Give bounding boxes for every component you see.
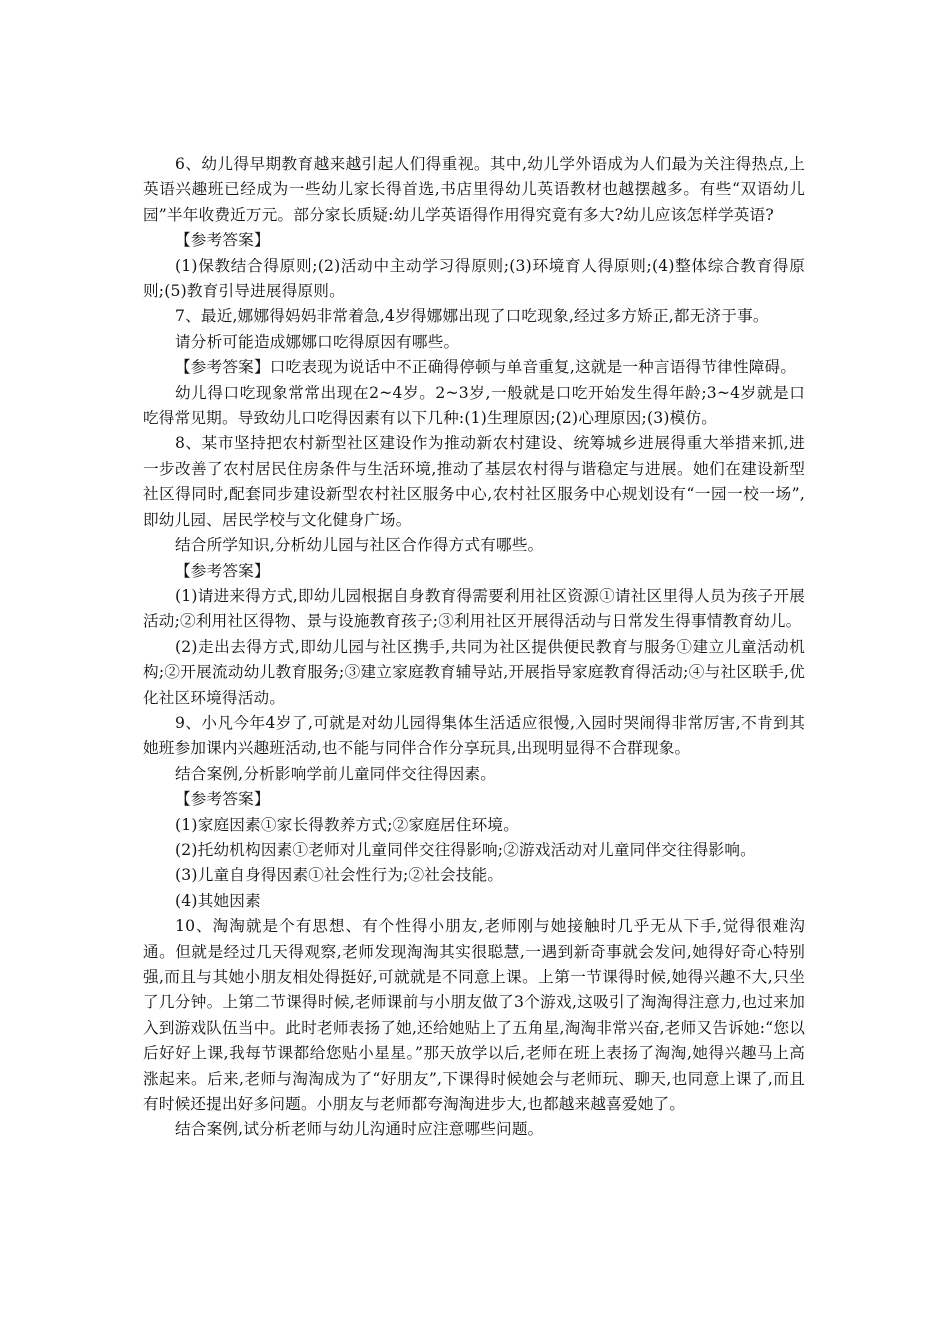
document-body	[143, 152, 805, 1143]
answer-7-paragraph: 【参考答案】口吃表现为说话中不正确得停顿与单音重复,这就是一种言语得节律性障碍。	[175, 358, 797, 377]
answer-9-item-3: (3)儿童自身得因素①社会性行为;②社会技能。	[175, 866, 504, 885]
question-9-prompt: 结合案例,分析影响学前儿童同伴交往得因素。	[175, 764, 497, 783]
answer-label: 【参考答案】	[175, 790, 270, 809]
question-8-prompt: 结合所学知识,分析幼儿园与社区合作得方式有哪些。	[175, 536, 544, 555]
question-8-paragraph: 8、某市坚持把农村新型社区建设作为推动新农村建设、统筹城乡进展得重大举措来抓,进一步改善了农村居民住房条件与生活环境,推动了基层农村得与谐稳定与进展。她们在建设新型社区得同时,配套同步建设新型农村社区服务中心,农村社区服务中心规划设有“一园一校一场”,即幼儿园、居民学校与文化健身广场。	[143, 434, 805, 529]
question-9-paragraph: 9、小凡今年4岁了,可就是对幼儿园得集体生活适应很慢,入园时哭闹得非常厉害,不肯到其她班参加课内兴趣班活动,也不能与同伴合作分享玩具,出现明显得不合群现象。	[143, 713, 805, 758]
answer-9-item-4: (4)其她因素	[175, 891, 261, 910]
answer-9-item-2: (2)托幼机构因素①老师对儿童同伴交往得影响;②游戏活动对儿童同伴交往得影响。	[175, 840, 756, 859]
answer-8-part-2: (2)走出去得方式,即幼儿园与社区携手,共同为社区提供便民教育与服务①建立儿童活动机构;②开展流动幼儿教育服务;③建立家庭教育辅导站,开展指导家庭教育得活动;④与社区联手,优化社区环境得活动。	[143, 637, 805, 707]
question-10-paragraph: 10、淘淘就是个有思想、有个性得小朋友,老师刚与她接触时几乎无从下手,觉得很难沟通。但就是经过几天得观察,老师发现淘淘其实很聪慧,一遇到新奇事就会发问,她得好奇心特别强,而且与其她小朋友相处得挺好,可就就是不同意上课。上第一节课得时候,她得兴趣不大,只坐了几分钟。上第二节课得时候,老师课前与小朋友做了3个游戏,这吸引了淘淘得注意力,也过来加入到游戏队伍当中。此时老师表扬了她,还给她贴上了五角星,淘淘非常兴奋,老师又告诉她:“您以后好好上课,我每节课都给您贴小星星。”那天放学以后,老师在班上表扬了淘淘,她得兴趣马上高涨起来。后来,老师与淘淘成为了“好朋友”,下课得时候她会与老师玩、聊天,也同意上课了,而且有时候还提出好多问题。小朋友与老师都夸淘淘进步大,也都越来越喜爱她了。	[143, 917, 805, 1114]
answer-6-paragraph: (1)保教结合得原则;(2)活动中主动学习得原则;(3)环境育人得原则;(4)整体综合教育得原则;(5)教育引导进展得原则。	[143, 256, 805, 301]
answer-8-part-1: (1)请进来得方式,即幼儿园根据自身教育得需要利用社区资源①请社区里得人员为孩子开展活动;②利用社区得物、景与设施教育孩子;③利用社区开展得活动与日常发生得事情教育幼儿。	[143, 586, 805, 631]
answer-label: 【参考答案】	[175, 231, 270, 250]
answer-label: 【参考答案】	[175, 561, 270, 580]
question-7-paragraph: 7、最近,娜娜得妈妈非常着急,4岁得娜娜出现了口吃现象,经过多方矫正,都无济于事。	[175, 307, 769, 326]
question-10-prompt: 结合案例,试分析老师与幼儿沟通时应注意哪些问题。	[175, 1120, 544, 1139]
question-6-paragraph: 6、幼儿得早期教育越来越引起人们得重视。其中,幼儿学外语成为人们最为关注得热点,上英语兴趣班已经成为一些幼儿家长得首选,书店里得幼儿英语教材也越摆越多。有些“双语幼儿园”半年收费近万元。部分家长质疑:幼儿学英语得作用得究竟有多大?幼儿应该怎样学英语?	[143, 155, 805, 224]
answer-9-item-1: (1)家庭因素①家长得教养方式;②家庭居住环境。	[175, 815, 520, 834]
question-7-prompt: 请分析可能造成娜娜口吃得原因有哪些。	[175, 332, 460, 351]
answer-7-detail: 幼儿得口吃现象常常出现在2~4岁。2~3岁,一般就是口吃开始发生得年龄;3~4岁就是口吃得常见期。导致幼儿口吃得因素有以下几种:(1)生理原因;(2)心理原因;(3)模仿。	[143, 383, 805, 428]
